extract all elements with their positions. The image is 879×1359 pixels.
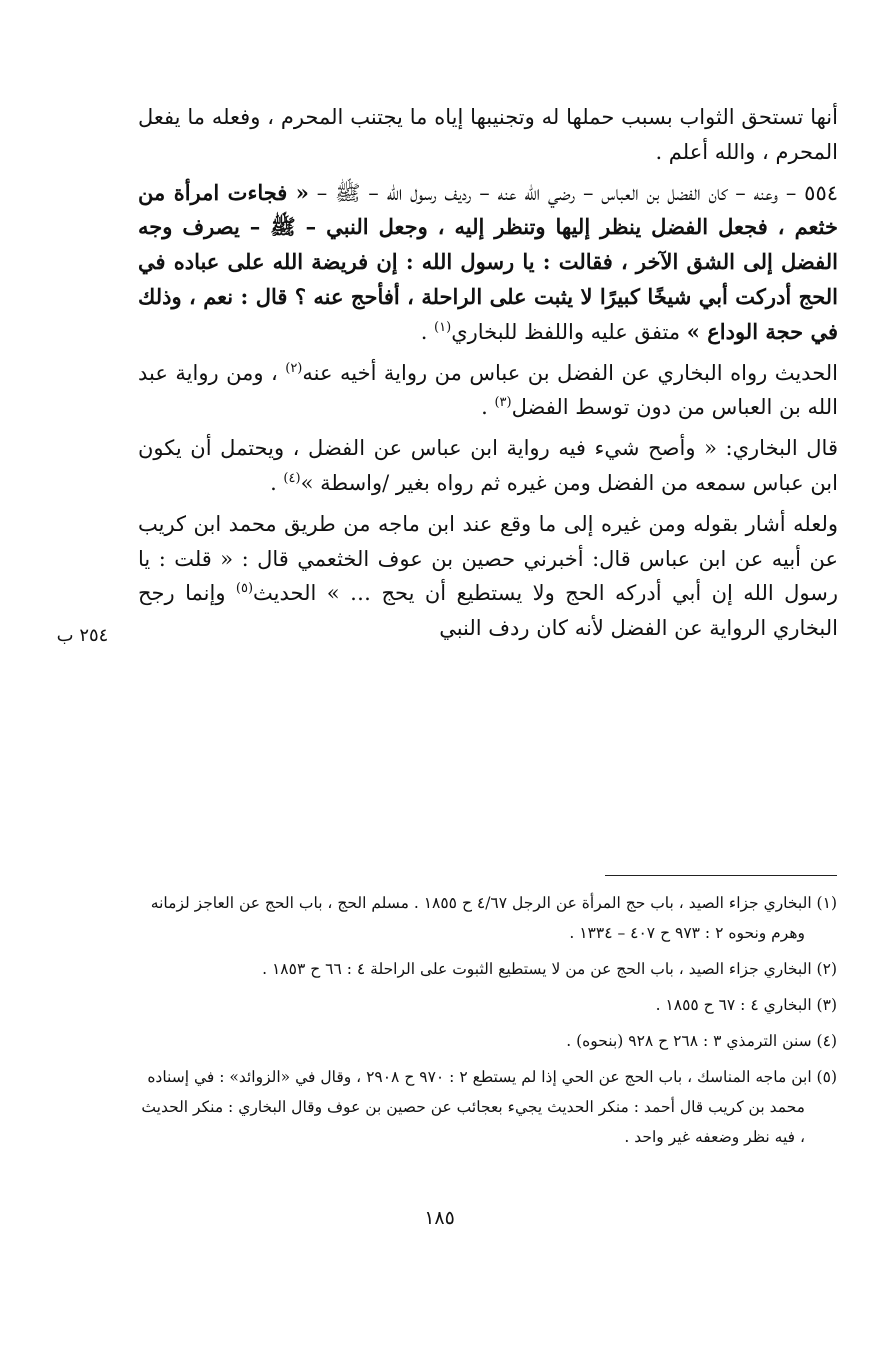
paragraph-4-text: قال البخاري: « وأصح شيء فيه رواية ابن عباس عن الفضل ، ويحتمل أن يكون ابن عباس سمعه من الفضل ومن غيره ثم رواه بغير /واسطة » xyxy=(138,436,838,495)
paragraph-5-part-a: ولعله أشار بقوله ومن غيره إلى ما وقع عند ابن ماجه من طريق محمد ابن كريب عن أبيه عن ابن عباس قال: أخبرني حصين بن عوف الخثعمي قال : « قلت : يا رسول الله إن أبي أدركه الحج ولا يستطيع أن يحج … » الحديث xyxy=(138,511,838,606)
paragraph-1 xyxy=(138,100,838,170)
footnotes xyxy=(140,888,837,1158)
footnote-ref-5: (٥) xyxy=(235,581,254,597)
footnote-ref-3: (٣) xyxy=(494,395,512,411)
paragraph-3 xyxy=(138,356,838,426)
footnote-4: (٤) سنن الترمذي ٣ : ٢٦٨ ح ٩٢٨ (بنحوه) . xyxy=(566,1032,837,1050)
paragraph-4-end: . xyxy=(270,470,284,495)
paragraph-3-end: . xyxy=(481,395,495,420)
main-text xyxy=(138,100,838,652)
hadith-554-quote: « فجاءت امرأة من خثعم ، فجعل الفضل ينظر إليها وتنظر إليه ، وجعل النبي – ﷺ – يصرف وجه الفضل إلى الشق الآخر ، فقالت : يا رسول الله : إن فريضة الله على عباده في الحج أدركت أبي شيخًا كبيرًا لا يثبت على الراحلة ، أفأحج عنه ؟ قال : نعم ، وذلك في حجة الوداع » xyxy=(138,179,838,344)
paragraph-3-part-a: الحديث رواه البخاري عن الفضل بن عباس من رواية أخيه عنه xyxy=(302,360,838,385)
manuscript-folio-note: ٢٥٤ ب xyxy=(56,625,109,646)
footnote-2: (٢) البخاري جزاء الصيد ، باب الحج عن من لا يستطيع الثبوت على الراحلة ٤ : ٦٦ ح ١٨٥٣ . xyxy=(262,960,837,978)
footnote-ref-4: (٤) xyxy=(283,470,301,486)
paragraph-3-part-b: ، ومن رواية عبد الله بن العباس من دون توسط الفضل xyxy=(138,360,838,420)
paragraph-4 xyxy=(138,431,838,501)
hadith-554-end: . xyxy=(420,319,435,344)
footnote-5: (٥) ابن ماجه المناسك ، باب الحج عن الحي إذا لم يستطع ٢ : ٩٧٠ ح ٢٩٠٨ ، وقال في «الزوائد» : في إسناده محمد بن كريب قال أحمد : منكر الحديث يجيء بعجائب عن حصين بن عوف وقال البخاري : منكر الحديث ، فيه نظر وضعفه غير واحد . xyxy=(141,1068,837,1146)
footnote-3: (٣) البخاري ٤ : ٦٧ ح ١٨٥٥ . xyxy=(655,996,837,1014)
footnote-1: (١) البخاري جزاء الصيد ، باب حج المرأة عن الرجل ٤/٦٧ ح ١٨٥٥ . مسلم الحج ، باب الحج عن العاجز لزمانه وهرم ونحوه ٢ : ٩٧٣ ح ٤٠٧ – ١٣٣٤ . xyxy=(150,894,837,942)
footnote-ref-2: (٢) xyxy=(285,360,303,376)
hadith-554-intro: ٥٥٤ – وعنه – كان الفضل بن العباس – رضي الله عنه – رديف رسول الله – ﷺ – xyxy=(308,180,839,205)
footnote-divider xyxy=(605,875,837,876)
footnote-ref-1: (١) xyxy=(434,319,452,335)
hadith-554 xyxy=(138,176,838,350)
paragraph-1-text: أنها تستحق الثواب بسبب حملها له وتجنيبها إياه ما يجتنب المحرم ، وفعله ما يفعل المحرم ، والله أعلم . xyxy=(138,105,838,164)
hadith-554-source: متفق عليه واللفظ للبخاري xyxy=(451,319,687,344)
paragraph-5-part-b: وإنما رجح البخاري الرواية عن الفضل لأنه كان ردف النبي xyxy=(138,581,838,641)
paragraph-5 xyxy=(138,507,838,646)
page-number: ١٨٥ xyxy=(424,1207,455,1229)
